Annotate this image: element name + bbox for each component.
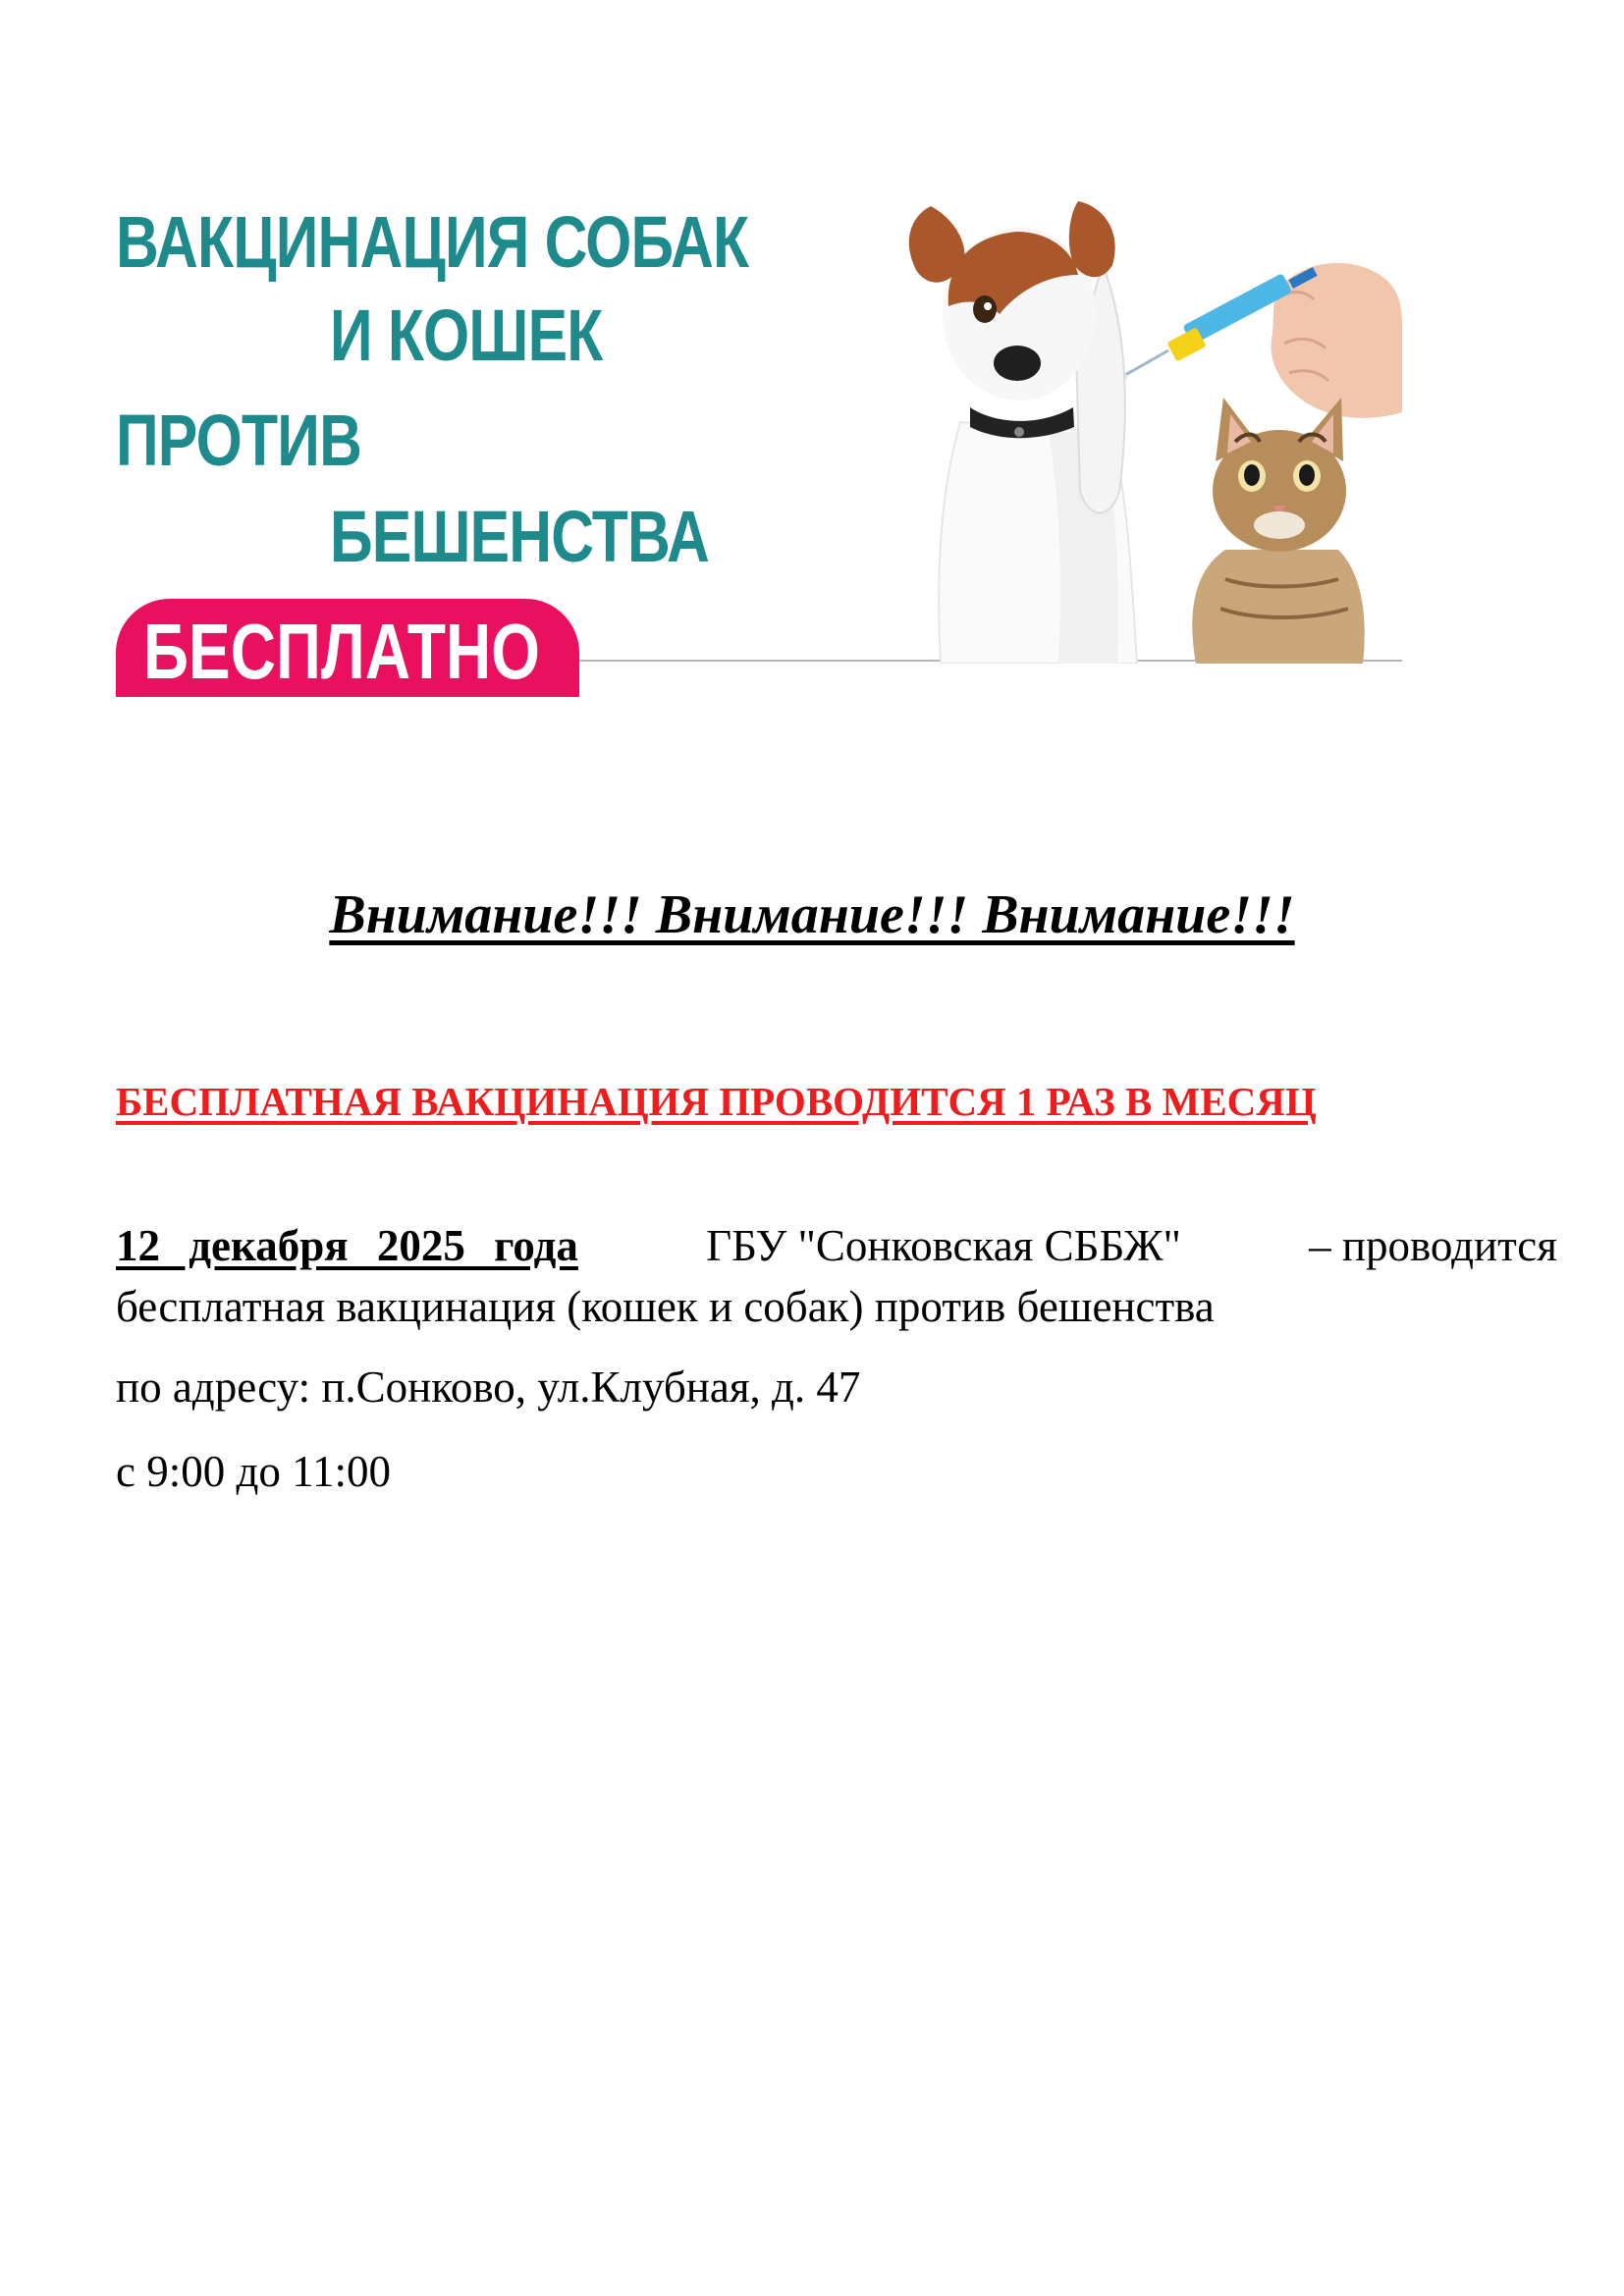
event-dash-text: – проводится — [1309, 1221, 1557, 1270]
monthly-notice: БЕСПЛАТНАЯ ВАКЦИНАЦИЯ ПРОВОДИТСЯ 1 РАЗ В МЕСЯЦ — [116, 1079, 1317, 1124]
event-time: с 9:00 до 11:00 — [116, 1447, 391, 1496]
cat-icon — [1192, 398, 1364, 664]
event-line-2: бесплатная вакцинация (кошек и собак) против бешенства — [116, 1282, 1215, 1331]
dog-cat-vaccination-illustration — [901, 196, 1402, 664]
event-paragraph — [116, 1215, 1557, 1337]
free-badge-label: БЕСПЛАТНО — [143, 608, 540, 695]
banner-title-line-3: ПРОТИВ — [116, 400, 362, 481]
event-line-1 — [116, 1215, 1557, 1276]
vaccination-banner — [116, 177, 1402, 707]
hand-icon — [1272, 263, 1402, 418]
event-organization: ГБУ "Сонковская СББЖ" — [706, 1221, 1181, 1270]
event-address: по адресу: п.Сонково, ул.Клубная, д. 47 — [116, 1362, 861, 1412]
banner-title-line-2: И КОШЕК — [330, 294, 603, 376]
event-date: 12 декабря 2025 года — [116, 1221, 578, 1270]
banner-title-line-1: ВАКЦИНАЦИЯ СОБАК — [116, 201, 749, 283]
banner-title-line-4: БЕШЕНСТВА — [330, 496, 709, 577]
free-badge — [116, 599, 579, 707]
attention-heading: Внимание!!! Внимание!!! Внимание!!! — [329, 884, 1295, 945]
dog-icon — [909, 201, 1137, 664]
